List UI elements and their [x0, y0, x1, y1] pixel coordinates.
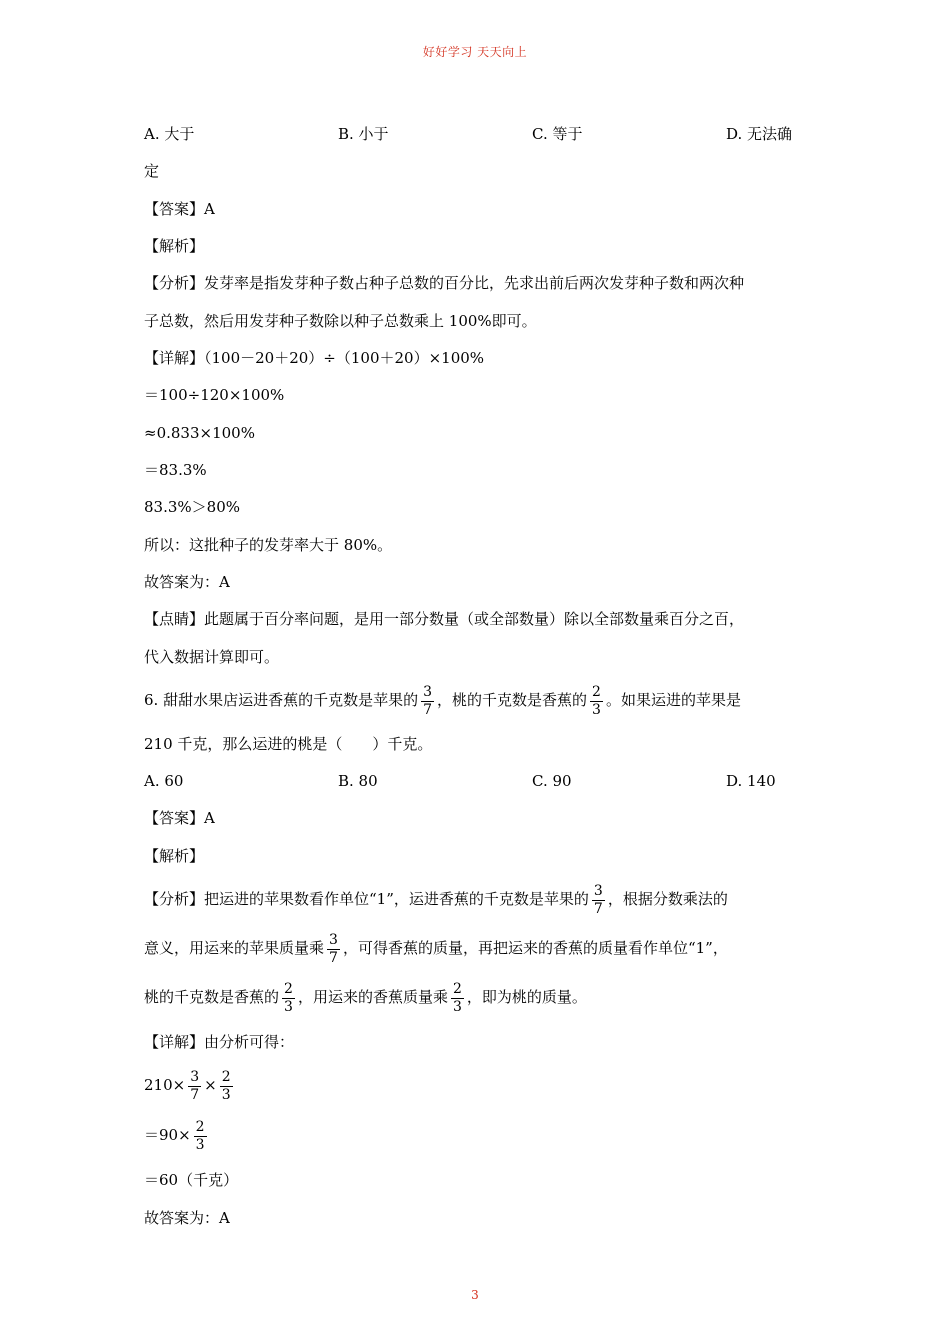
- q5-detail-line-2: ＝100÷120×100%: [144, 386, 285, 404]
- q5-jiexi-heading: 【解析】: [144, 237, 205, 255]
- q5-option-d: D. 无法确: [726, 125, 793, 143]
- fraction-2-3: [282, 981, 295, 1016]
- q6-option-c: C. 90: [532, 772, 572, 790]
- fraction-denominator: 7: [593, 900, 603, 917]
- q6-fenxi-text: ，即为桃的质量。: [466, 988, 587, 1006]
- calc-text: ＝90×: [144, 1126, 191, 1144]
- q6-stem-text-b: ，桃的千克数是香蕉的: [437, 691, 588, 709]
- q5-detail-line-5: 83.3%＞80%: [144, 498, 240, 516]
- q6-jiexi-heading: 【解析】: [144, 847, 205, 865]
- fraction-3-7: [327, 932, 340, 967]
- q6-fenxi-text: 桃的千克数是香蕉的: [144, 988, 280, 1006]
- q6-fenxi-text: ，可得香蕉的质量，再把运来的香蕉的质量看作单位“1”，: [342, 939, 728, 957]
- q6-stem-text-c: 。如果运进的苹果是: [605, 691, 741, 709]
- q6-fenxi-text: ，根据分数乘法的: [607, 890, 728, 908]
- page-number: 3: [471, 1288, 479, 1302]
- fraction-denominator: 7: [329, 949, 338, 966]
- fraction-numerator: 2: [284, 980, 293, 997]
- q6-option-b: B. 80: [338, 772, 378, 790]
- q5-option-c: C. 等于: [532, 125, 583, 143]
- fraction-2-3: [220, 1069, 233, 1104]
- fraction-denominator: 3: [592, 701, 601, 718]
- fraction-3-7: [188, 1069, 201, 1104]
- fraction-denominator: 7: [190, 1086, 200, 1103]
- fraction-denominator: 3: [221, 1086, 231, 1103]
- fraction-numerator: 3: [190, 1068, 200, 1085]
- fraction-3-7: [421, 684, 434, 719]
- q6-answer: 【答案】A: [144, 809, 215, 827]
- fraction-denominator: 3: [195, 1136, 205, 1153]
- page-header: 好好学习 天天向上: [422, 45, 528, 59]
- fraction-numerator: 2: [195, 1118, 205, 1135]
- q6-stem-line-2: 210 千克，那么运进的桃是（ ）千克。: [144, 735, 433, 753]
- fraction-2-3: [451, 981, 464, 1016]
- calc-text: 210×: [144, 1076, 186, 1094]
- q5-fenxi-line-1: 【分析】发芽率是指发芽种子数占种子总数的百分比，先求出前后两次发芽种子数和两次种: [144, 274, 745, 292]
- q6-fenxi-line-1: [144, 879, 728, 919]
- fraction-numerator: 3: [423, 683, 433, 700]
- q5-answer: 【答案】A: [144, 200, 215, 218]
- fraction-3-7: [592, 883, 605, 918]
- q6-final-answer: 故答案为：A: [144, 1209, 230, 1227]
- fraction-numerator: 2: [221, 1068, 231, 1085]
- fraction-numerator: 2: [452, 980, 462, 997]
- q6-fenxi-text: 【分析】把运进的苹果数看作单位“1”，运进香蕉的千克数是苹果的: [144, 890, 589, 908]
- q6-calc-line-1: [144, 1065, 236, 1105]
- q5-fenxi-line-2: 子总数，然后用发芽种子数除以种子总数乘上 100%即可。: [144, 312, 537, 330]
- fraction-2-3: [194, 1119, 207, 1154]
- q5-detail-line-1: 【详解】（100－20＋20）÷（100＋20）×100%: [144, 349, 485, 367]
- q5-dianjing-line-2: 代入数据计算即可。: [144, 648, 280, 666]
- times-sign: ×: [204, 1076, 217, 1094]
- fraction-numerator: 2: [592, 683, 601, 700]
- fraction-denominator: 7: [423, 701, 433, 718]
- fraction-2-3: [590, 684, 603, 719]
- q6-calc-line-3: ＝60（千克）: [144, 1171, 239, 1189]
- q6-fenxi-line-2: [144, 928, 728, 968]
- q5-detail-line-3: ≈0.833×100%: [144, 424, 255, 442]
- fraction-denominator: 3: [284, 998, 293, 1015]
- q6-fenxi-text: ，用运来的香蕉质量乘: [297, 988, 448, 1006]
- q6-stem-line-1: [144, 680, 741, 720]
- q6-calc-line-2: [144, 1115, 210, 1155]
- q5-option-a: A. 大于: [144, 125, 195, 143]
- q6-stem-text-a: 6. 甜甜水果店运进香蕉的千克数是苹果的: [144, 691, 419, 709]
- fraction-numerator: 3: [329, 931, 338, 948]
- fraction-denominator: 3: [452, 998, 462, 1015]
- q6-option-a: A. 60: [144, 772, 184, 790]
- q5-option-b: B. 小于: [338, 125, 389, 143]
- q6-fenxi-line-3: [144, 977, 587, 1017]
- q5-detail-line-6: 所以：这批种子的发芽率大于 80%。: [144, 536, 393, 554]
- q6-detail-line-1: 【详解】由分析可得：: [144, 1033, 295, 1051]
- q6-option-d: D. 140: [726, 772, 776, 790]
- fraction-numerator: 3: [593, 882, 603, 899]
- q5-option-wrap: 定: [144, 162, 160, 180]
- q5-detail-line-4: ＝83.3%: [144, 461, 207, 479]
- q5-dianjing-line-1: 【点睛】此题属于百分率问题，是用一部分数量（或全部数量）除以全部数量乘百分之百，: [144, 610, 745, 628]
- q5-final-answer: 故答案为：A: [144, 573, 230, 591]
- q6-fenxi-text: 意义，用运来的苹果质量乘: [144, 939, 325, 957]
